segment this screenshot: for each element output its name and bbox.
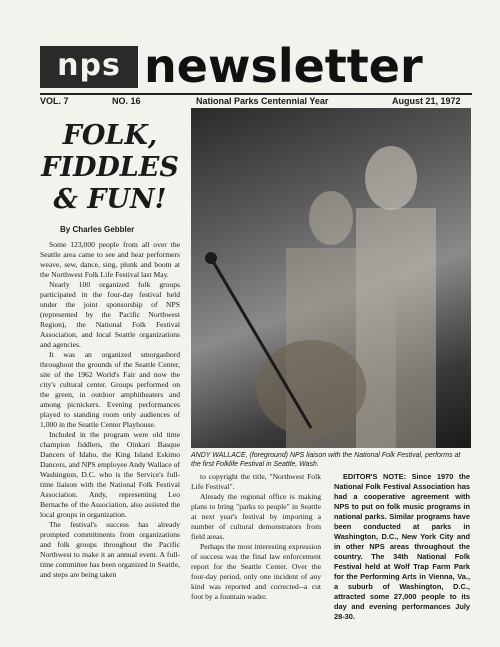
- column-2: [191, 472, 321, 602]
- paragraph: Already the regional office is making plans to bring "parks to people" in Seattle at next year's festival by importing a number of cultural demonstrators from field areas.: [191, 492, 321, 541]
- paragraph: Nearly 100 organized folk groups participated in the four-day festival held under the joint sponsorship of NPS (represented by the Pacific Northwest Region), the National Folk Festival Association, and local Seattle organizations and agencies.: [40, 280, 180, 349]
- paragraph: to copyright the title, "Northwest Folk Life Festival".: [191, 472, 321, 491]
- volume: VOL. 7: [40, 96, 69, 106]
- photo-silhouettes: [191, 108, 471, 448]
- editors-note-text: EDITOR'S NOTE: Since 1970 the National Folk Festival Association has had a cooperative agreement with NPS to put on folk music programs in national parks. Similar programs have been conducted at parks in Washington, D.C., New York City and in other NPS areas throughout the country. The 34th National Folk Festival held at Wolf Trap Farm Park for the Performing Arts in Vienna, Va., a suburb of Washington, D.C., attracted some 27,000 people to its day and evening performances July 28-30.: [334, 472, 470, 621]
- masthead-rule: [40, 93, 472, 95]
- title-line: & FUN!: [53, 184, 167, 215]
- paragraph: The festival's success has already prompted commitments from organizations and folk groups throughout the Pacific Northwest to make it an annual event. A full-time committee has been organized in Seattle, and steps are being taken: [40, 520, 180, 579]
- issue-date: August 21, 1972: [392, 96, 461, 106]
- editors-note: [334, 472, 470, 622]
- newsletter-title: newsletter: [144, 39, 423, 93]
- paragraph: Included in the program were old time champion fiddlers, the Oinkari Basque Dancers of Idaho, the King Island Eskimo Dancers, and NPS employee Andy Wallace of Washington, D.C. who is the Service's full-time liaison with the National Folk Festival Association. Andy, representing Leo Bernache of the Association, also assisted the local groups in organization.: [40, 430, 180, 519]
- photo-caption: ANDY WALLACE, (foreground) NPS liaison with the National Folk Festival, performs at the first Folklife Festival in Seattle, Wash.: [191, 452, 461, 468]
- masthead: [40, 39, 472, 93]
- byline: By Charles Gebbler: [60, 225, 135, 234]
- title-line: FOLK,: [62, 120, 158, 151]
- article-title: [40, 120, 180, 216]
- paragraph: Some 123,000 people from all over the Seattle area came to see and hear performers weave, sew, dance, sing, plunk and boom at the Northwest Folk Life Festival last May.: [40, 240, 180, 279]
- title-line: FIDDLES: [41, 152, 179, 183]
- issue-number: NO. 16: [112, 96, 141, 106]
- centennial-line: National Parks Centennial Year: [196, 96, 329, 106]
- nps-logo: nps: [40, 46, 138, 88]
- paragraph: Perhaps the most interesting expression of success was the final law enforcement report for the Seattle Center. Over the four-day period, only one incident of any kind was reported and corrected--a cut foot by a fountain wader.: [191, 542, 321, 601]
- paragraph: It was an organized smorgasbord throughout the grounds of the Seattle Center, site of the 1962 World's Fair and now the city's cultural center. Groups performed on the green, in outdoor amphitheaters and among picnickers. Evening performances played to standing room only audiences of 1,000 in the Seattle Center Playhouse.: [40, 350, 180, 429]
- column-1: [40, 240, 180, 580]
- festival-photo: [191, 108, 471, 448]
